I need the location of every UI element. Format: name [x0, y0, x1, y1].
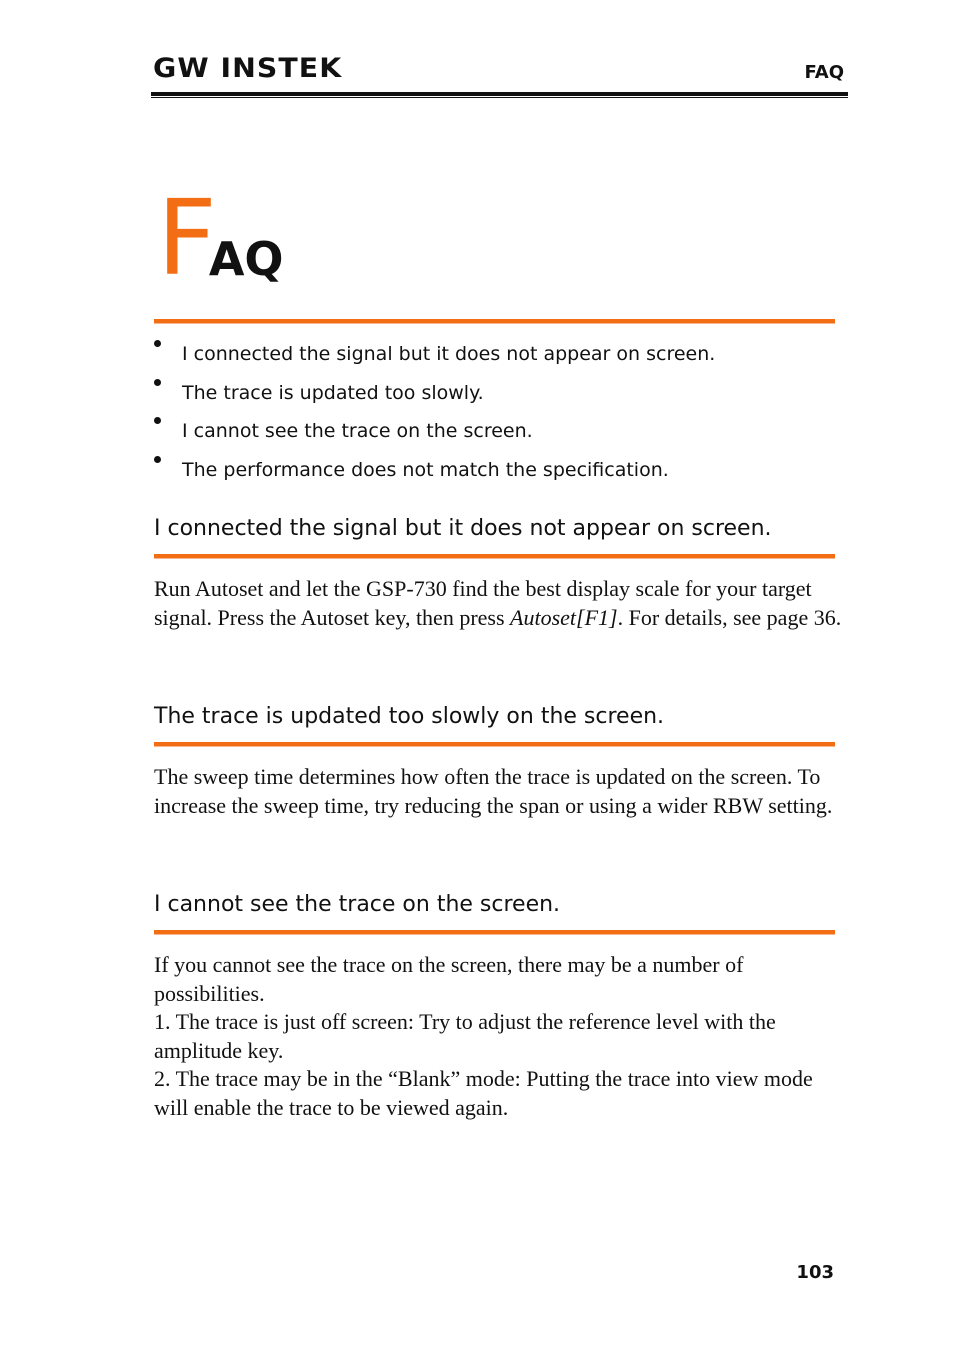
softkey-label: Autoset[F1] [510, 604, 618, 630]
section-heading-no-trace: I cannot see the trace on the screen. [154, 892, 561, 917]
section-divider [154, 742, 835, 747]
list-item [154, 413, 835, 452]
text-run: . For details, see page 36. [617, 604, 842, 630]
header-section-label: FAQ [804, 62, 844, 83]
page-title-initial: F [157, 177, 217, 299]
header-rule [151, 92, 848, 96]
section-divider [154, 554, 835, 559]
page-title [157, 177, 284, 299]
header-logo: GW INSTEK [153, 53, 343, 84]
list-item-text: The trace is updated too slowly. [182, 381, 484, 404]
bullet-dot [154, 379, 161, 386]
list-item-text: I connected the signal but it does not appear on screen. [182, 343, 716, 365]
list-item-text: I cannot see the trace on the screen. [182, 420, 533, 442]
list-item [154, 452, 835, 491]
bullet-dot [154, 417, 161, 424]
section-body-signal [154, 575, 844, 632]
page-title-rest: AQ [208, 232, 284, 286]
paragraph [154, 575, 844, 632]
list-item [154, 375, 835, 414]
list-item-text: The performance does not match the specification. [182, 458, 669, 481]
paragraph: 1. The trace is just off screen: Try to adjust the reference level with the amplitude key. [154, 1009, 776, 1063]
section-heading-slow-trace: The trace is updated too slowly on the screen. [154, 704, 665, 729]
header-rule-thin [151, 97, 848, 98]
faq-topic-list [154, 336, 835, 490]
section-divider [154, 930, 835, 935]
bullet-dot [154, 456, 161, 463]
title-divider [154, 319, 835, 324]
section-heading-signal: I connected the signal but it does not appear on screen. [154, 516, 772, 541]
section-body-no-trace [154, 951, 844, 1122]
section-body-slow-trace [154, 763, 844, 820]
text-run: Run Autoset and let the GSP-730 find the best display scale for your target signal. Press the Autoset key, then press [154, 576, 812, 630]
paragraph: If you cannot see the trace on the screen, there may be a number of possibilities. [154, 952, 744, 1006]
paragraph: The sweep time determines how often the trace is updated on the screen. To increase the sweep time, try reducing the span or using a wider RBW setting. [154, 764, 833, 818]
bullet-dot [154, 340, 161, 347]
list-item [154, 336, 835, 375]
page-number: 103 [796, 1262, 834, 1283]
paragraph: 2. The trace may be in the “Blank” mode: Putting the trace into view mode will enable the trace to be viewed again. [154, 1066, 813, 1120]
